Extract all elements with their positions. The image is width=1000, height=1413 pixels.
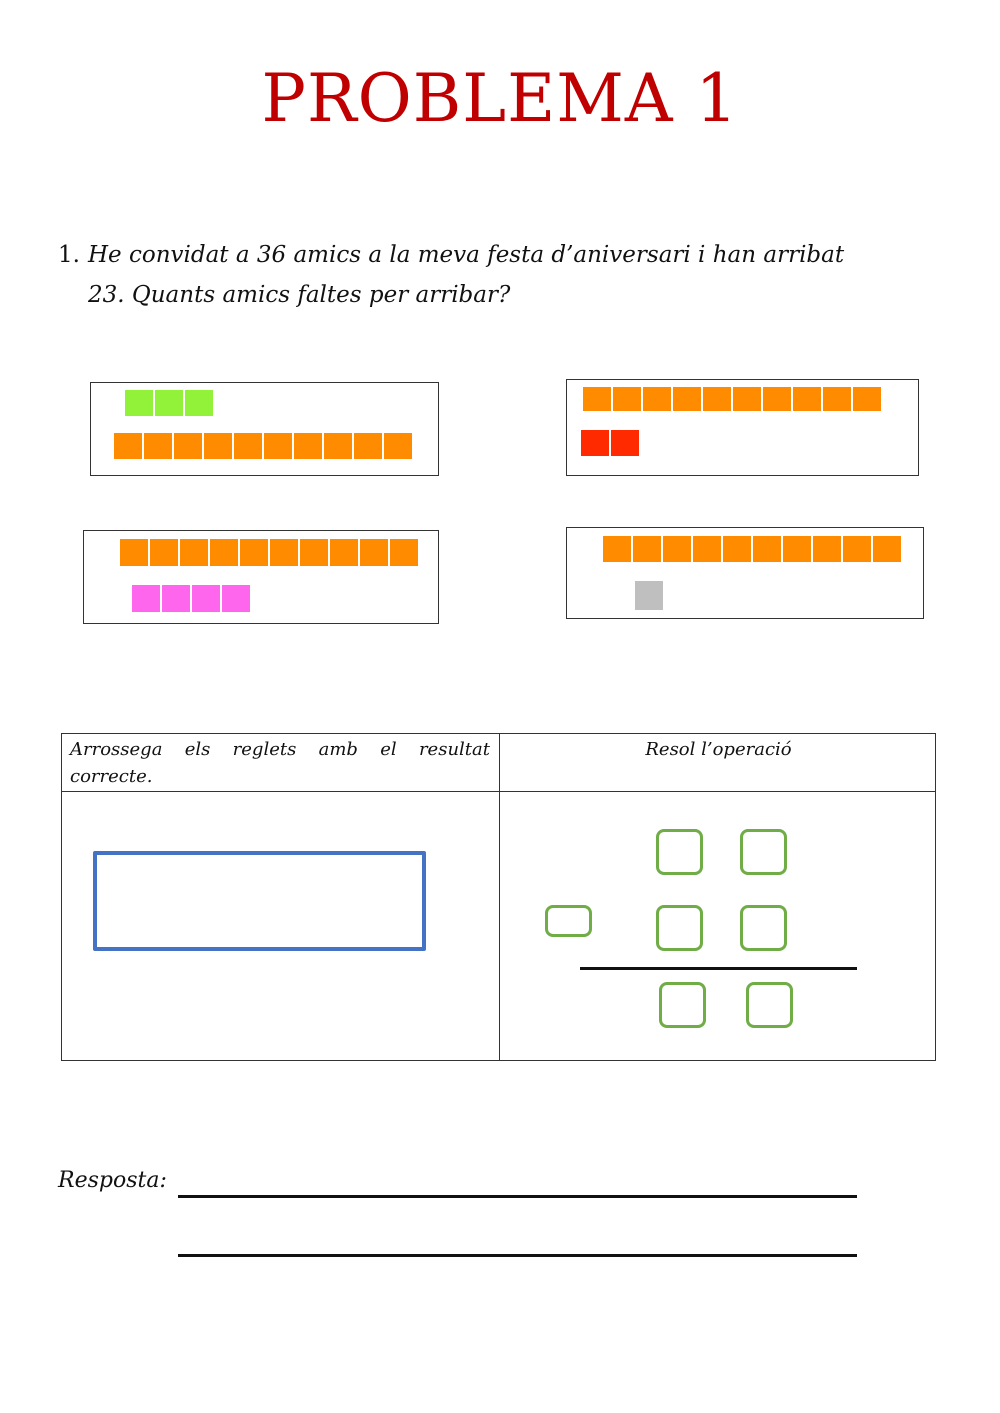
rod-unit-cell [143,432,173,460]
rod-unit-cell [672,386,702,412]
answer-label: Resposta: [58,1168,167,1193]
rod-unit-cell [161,584,191,613]
rod-unit-cell [113,432,143,460]
rod-unit-cell [179,538,209,567]
rod-orange[interactable] [582,386,882,412]
rod-unit-cell [692,535,722,563]
rod-unit-cell [580,429,610,457]
rod-green[interactable] [124,389,214,417]
subtrahend-tens-box[interactable] [656,905,703,951]
rod-unit-cell [872,535,902,563]
rod-unit-cell [124,389,154,417]
answer-line-2[interactable] [178,1254,857,1257]
rod-unit-cell [173,432,203,460]
result-units-box[interactable] [746,982,793,1028]
rod-unit-cell [792,386,822,412]
left-column-header: Arrossega els reglets amb el resultat correcte. [70,739,490,787]
rod-unit-cell [702,386,732,412]
problem-line-1: He convidat a 36 amics a la meva festa d’aniversari i han arribat [88,242,845,268]
problem-number: 1. [58,242,80,268]
rod-unit-cell [323,432,353,460]
rod-unit-cell [353,432,383,460]
rod-orange[interactable] [119,538,419,567]
rod-unit-cell [203,432,233,460]
rod-option-3[interactable] [83,530,439,624]
rod-unit-cell [602,535,632,563]
page-title: PROBLEMA 1 [261,60,739,137]
rod-unit-cell [154,389,184,417]
rod-unit-cell [184,389,214,417]
rod-unit-cell [732,386,762,412]
rod-orange[interactable] [602,535,902,563]
rod-unit-cell [233,432,263,460]
rod-unit-cell [131,584,161,613]
rod-unit-cell [383,432,413,460]
rod-unit-cell [762,386,792,412]
rod-unit-cell [812,535,842,563]
minuend-tens-box[interactable] [656,829,703,875]
rod-unit-cell [612,386,642,412]
rod-gray[interactable] [634,580,664,611]
rod-unit-cell [662,535,692,563]
rod-unit-cell [209,538,239,567]
rod-unit-cell [852,386,882,412]
rod-unit-cell [191,584,221,613]
rod-unit-cell [119,538,149,567]
operator-box[interactable] [545,905,592,937]
problem-statement [58,235,958,315]
rod-unit-cell [389,538,419,567]
rod-unit-cell [632,535,662,563]
rod-unit-cell [263,432,293,460]
result-tens-box[interactable] [659,982,706,1028]
rod-unit-cell [221,584,251,613]
rod-unit-cell [329,538,359,567]
rod-option-1[interactable] [90,382,439,476]
rod-drop-zone[interactable] [93,851,426,951]
right-column-header: Resol l’operació [645,739,792,760]
rod-option-4[interactable] [566,527,924,619]
minuend-units-box[interactable] [740,829,787,875]
rod-unit-cell [822,386,852,412]
rod-red[interactable] [580,429,640,457]
rod-unit-cell [269,538,299,567]
rod-orange[interactable] [113,432,413,460]
rod-unit-cell [782,535,812,563]
rod-unit-cell [239,538,269,567]
rod-unit-cell [582,386,612,412]
rod-unit-cell [752,535,782,563]
rod-unit-cell [642,386,672,412]
subtrahend-units-box[interactable] [740,905,787,951]
rod-unit-cell [722,535,752,563]
rod-unit-cell [634,580,664,611]
rod-unit-cell [610,429,640,457]
problem-line-2: 23. Quants amics faltes per arribar? [88,282,511,308]
rod-unit-cell [299,538,329,567]
rod-unit-cell [149,538,179,567]
rod-unit-cell [359,538,389,567]
table-divider-vertical [499,734,500,1060]
operation-line [580,967,857,970]
rod-pink[interactable] [131,584,251,613]
answer-line-1[interactable] [178,1195,857,1198]
rod-unit-cell [293,432,323,460]
table-divider-horizontal [62,791,935,792]
rod-option-2[interactable] [566,379,919,476]
rod-unit-cell [842,535,872,563]
